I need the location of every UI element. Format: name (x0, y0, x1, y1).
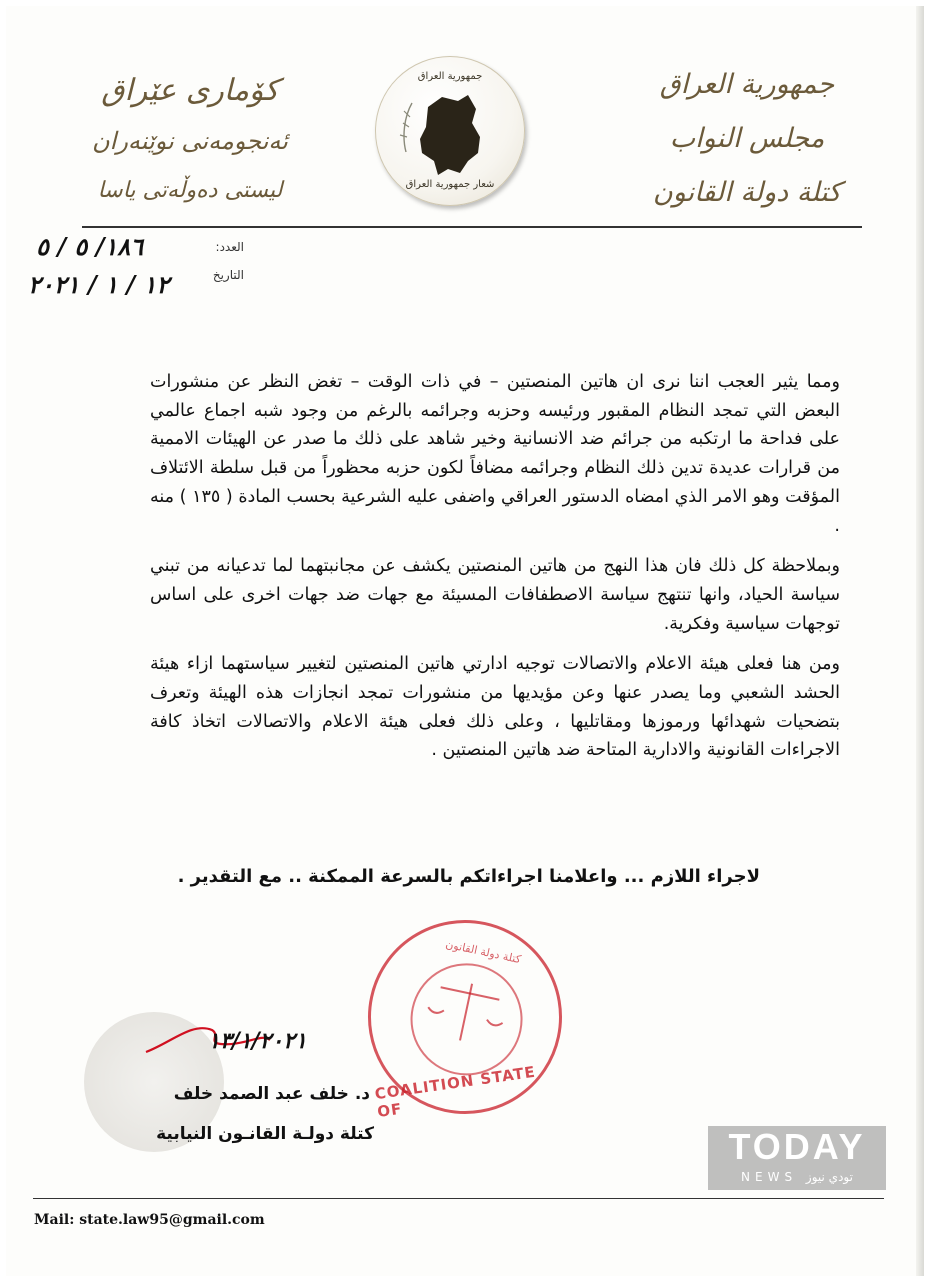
stamp-text: COALITION STATE OF (373, 1062, 537, 1121)
footer-divider (33, 1198, 884, 1199)
header-left-line-3: لیستی دەوڵەتی یاسا (97, 178, 283, 203)
body-paragraph-2: وبملاحظة كل ذلك فان هذا النهج من هاتين المنصتين يكشف عن مجانبتهما لما تدعيانه من تبني سياسة الحياد، وانها تنتهج سياسة الاصطفافات المسيئة مع جهات ضد جهات اخرى على اساس توجهات سياسية وفكرية. (150, 556, 840, 634)
footer-email: Mail: state.law95@gmail.com (34, 1212, 265, 1228)
body-paragraph-1: ومما يثير العجب اننا نرى ان هاتين المنصتين – في ذات الوقت – تغض النظر عن منشورات البعض التي تمجد النظام المقبور ورئيسه وحزبه وجرائمه بالرغم من وجود شبه اجماع عالمي على فداحة ما ارتكبه من جرائم ضد الانسانية وخير شاهد على ذلك ما صدر عن الهيئات الاممية من قرارات عديدة تدين ذلك النظام وجرائمه مضافاً لكون حزبه محظوراً من قبل سلطة الائتلاف المؤقت وهو الامر الذي امضاه الدستور العراقي واضفى عليه الشرعية بحسب المادة ( ١٣٥ ) منه . (150, 372, 840, 536)
header-right-line-1: جمهورية العراق (659, 69, 835, 100)
watermark-brand: TODAY (728, 1126, 866, 1167)
emblem-bottom-text: شعار جمهورية العراق (405, 179, 495, 190)
scales-icon (354, 906, 577, 1129)
signatory-bloc: كتلة دولـة القانـون النيابية (156, 1124, 374, 1144)
signature-date: ١٣/١/٢٠٢١ (208, 1028, 307, 1054)
letter-body (150, 368, 840, 777)
page-edge-shadow (916, 6, 924, 1276)
emblem-top-text: جمهورية العراق (417, 71, 483, 82)
header-left-line-1: كۆماری عێراق (101, 73, 279, 108)
date-label: التاريخ (212, 268, 244, 282)
today-news-watermark (708, 1126, 886, 1190)
iraq-map-emblem (375, 56, 525, 206)
stamp-inner-text: كتلة دولة القانون (444, 937, 523, 967)
header-left-line-2: ئه‌نجومه‌نی نوێنه‌ران (92, 127, 288, 155)
number-value: ١٨٦/ ٥ / ٥ (36, 232, 144, 261)
header-right-block (642, 58, 852, 220)
header-left-block (70, 66, 310, 216)
header-divider (82, 226, 862, 228)
signatory-name: د. خلف عبد الصمد خلف (173, 1084, 370, 1104)
header-right-line-2: مجلس النواب (669, 123, 825, 154)
number-label: العدد: (215, 240, 244, 254)
header-right-line-3: كتلة دولة القانون (652, 177, 842, 208)
closing-line: لاجراء اللازم ... واعلامنا اجراءاتكم بالسرعة الممكنة .. مع التقدير . (177, 866, 760, 887)
body-paragraph-3: ومن هنا فعلى هيئة الاعلام والاتصالات توجيه ادارتي هاتين المنصتين لتغيير سياستهما ازاء هيئة الحشد الشعبي وما يصدر عنها وعن مؤيديها من منشورات تمجد انجازات هذه الهيئة وتعرف بتضحيات شهدائها ورموزها ومقاتليها ، وعلى ذلك فعلى هيئة الاعلام والاتصالات اتخاذ كافة الاجراءات القانونية والادارية المتاحة ضد هاتين المنصتين . (150, 654, 840, 761)
date-value: ١٢ / ١ / ٢٠٢١ (28, 270, 170, 299)
watermark-sub: NEWS تودي نيوز (741, 1170, 853, 1184)
